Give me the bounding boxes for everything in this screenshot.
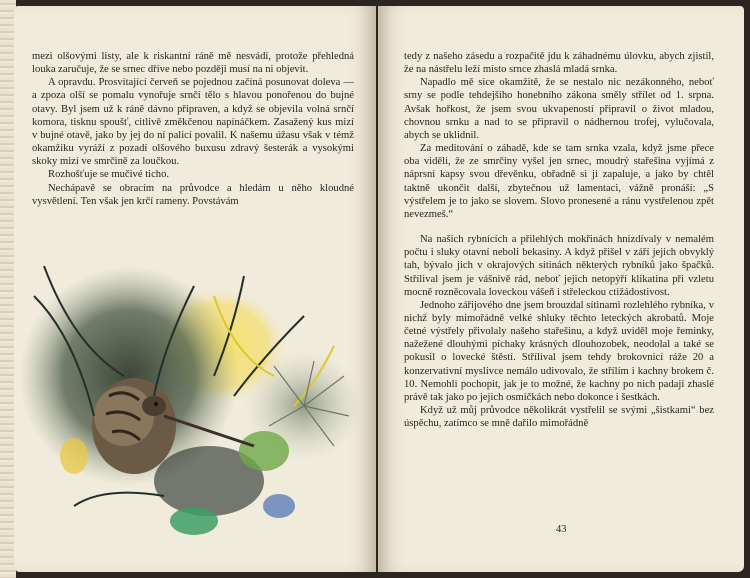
right-paragraph-6: Když už můj průvodce několikrát vystřelil se svými „šistkami“ bez úspěchu, zatímco se mně dařilo mimořádně xyxy=(404,405,714,430)
right-paragraph-4: Na našich rybnících a přilehlých mokřinách hnízdívaly v nemalém počtu i sluky otavní neboli bekasiny. A když přišel v září jejich obvyklý tah, bývalo jich v okrajových sítinách některých rybníků jako špačků. Střílival jsem je vášnivě rád, neboť jejich netopýří klikatina při vzletu mocně rozněcovala loveckou vášeň i střeleckou ctižádostivost. xyxy=(404,234,714,298)
right-paragraph-5: Jednoho zářijového dne jsem brouzdal sítinami rozlehlého rybníka, v nichž byly mimořádně velké shluky těchto leteckých akrobatů. Moje četné výstřely přivolaly našeho stařešinu, a když uviděl moje řeminky, nažežené dlouhými píchaky krásných dlouhozobek, neodolal a také se pokusil o lovecké štěstí. Střílival jsem tehdy brokovnicí ráže 20 a konzervativní myslivce nemálo udivovalo, že střílím i kachny brokem č. 10. Nemohli pochopit, jak je to možné, že kachny po nich padají zhaslé právě tak jako po jejich osmičkách nebo dokonce i šestkách. xyxy=(404,299,714,403)
left-page xyxy=(14,6,376,572)
left-paragraph-1: mezi olšovými listy, ale k riskantní ráně mě nesvádí, protože přehledná louka zaručuje, že se srnec dříve nebo později musí na ni objevit. xyxy=(32,51,354,76)
right-page xyxy=(378,6,744,572)
right-paragraph-1: tedy z našeho zásedu a rozpačitě jdu k záhadnému úlovku, abych zjistil, že na nástřelu leží místo srnce zhaslá mladá srnka. xyxy=(404,51,714,76)
left-paragraph-2: A opravdu. Prosvítající červeň se pojednou začíná posunovat doleva — a zpoza olší se pomalu vynořuje srnčí tělo s hlavou ponořenou do bujné otavy. Byl jsem už k ráně dávno připraven, a když se objevila volná srnčí komora, tisknu spoušť, citlivě změkčenou napínáčkem. Zasažený kus mizí v bujné otavě, jako by jej do ní palicí povalil. K našemu úžasu však v témž okamžiku vyráží z pozadí olšového buxusu zdravý šesterák a vysokými skoky mizí ve smrčině za loučkou. xyxy=(32,77,354,168)
left-page-text xyxy=(32,50,354,208)
right-paragraph-3: Za meditování o záhadě, kde se tam srnka vzala, když jsme přece oba viděli, že ze smrčiny vyšel jen srnec, moudrý stařešina vyjímá z náprsní kapsy svou dřevěnku, obřadně si ji zapaluje, a jako by chtěl taktně ukončit další, zbytečnou už lamentaci, vážně pronáší: „S výstřelem je to jako se slovem. Slovo pronesené a ránu vystřelenou zpět nevezmeš.“ xyxy=(404,143,714,220)
right-paragraph-2: Napadlo mě sice okamžitě, že se nestalo nic nezákonného, neboť srny se podle tehdejšího honebního zákona směly střílet od 1. srpna. Avšak hořkost, že jsem svou ukvapeností připravil o život mladou, chovnou srnku a nad to se připravil o nádhernou trofej, vylučovala, abych se uklidnil. xyxy=(404,77,714,141)
snipe-bird-illustration-icon xyxy=(14,256,376,572)
left-paragraph-4: Nechápavě se obracím na průvodce a hledám u něho kloudné vysvětlení. Ten však jen krčí rameny. Povstávám xyxy=(32,182,354,207)
left-paragraph-3: Rozhošťuje se mučivé ticho. xyxy=(48,169,170,181)
page-number: 43 xyxy=(556,524,567,535)
right-page-text xyxy=(404,50,714,430)
